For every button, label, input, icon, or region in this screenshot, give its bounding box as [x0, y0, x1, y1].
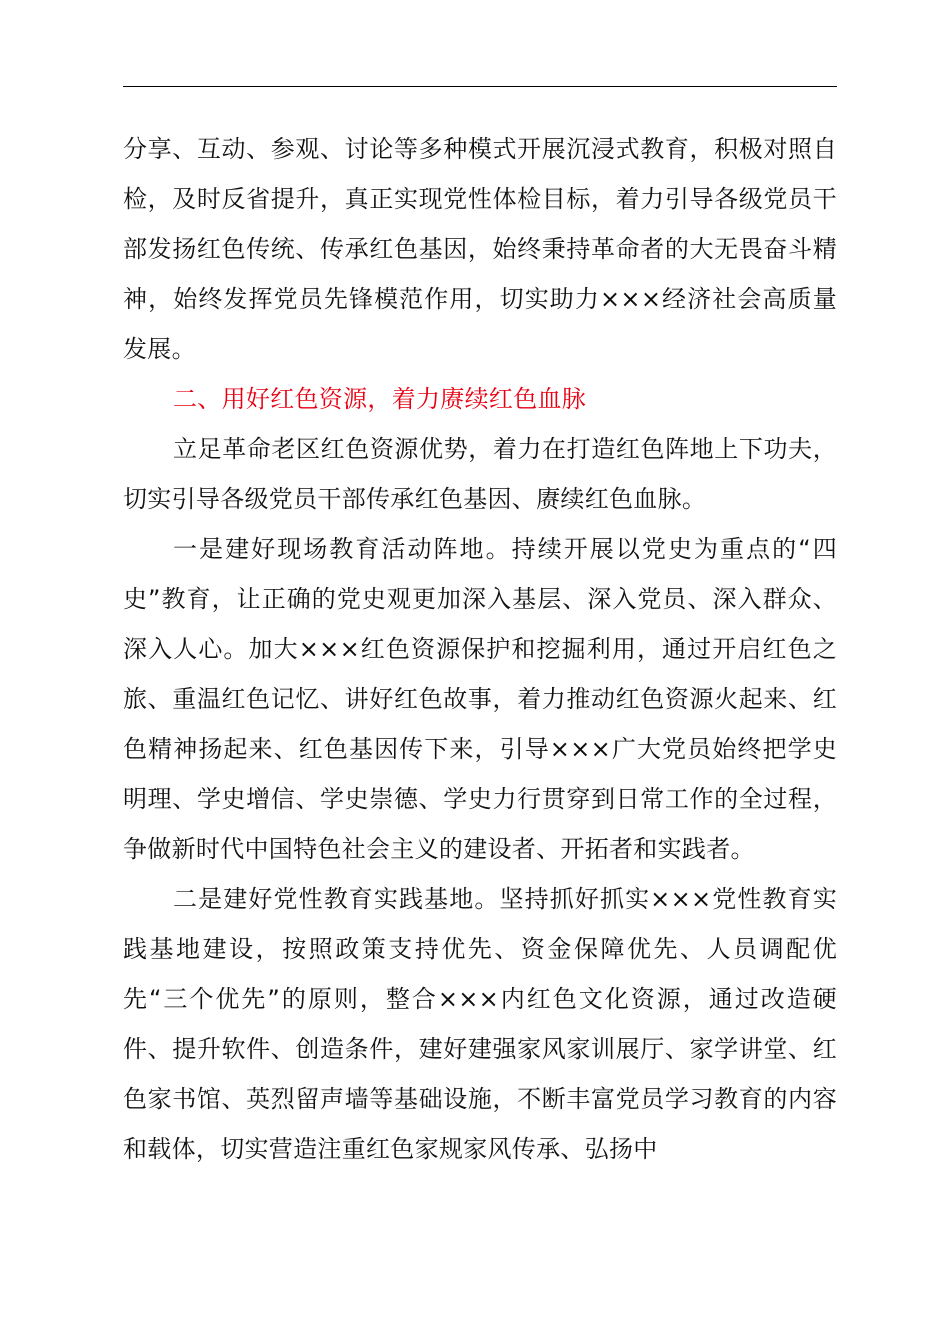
paragraph-2: 立足革命老区红色资源优势，着力在打造红色阵地上下功夫，切实引导各级党员干部传承红色基因、赓续红色血脉。	[123, 435, 837, 513]
paragraph-3: 一是建好现场教育活动阵地。持续开展以党史为重点的“四史”教育，让正确的党史观更加深入基层、深入党员、深入群众、深入人心。加大×××红色资源保护和挖掘利用，通过开启红色之旅、重温红色记忆、讲好红色故事，着力推动红色资源火起来、红色精神扬起来、红色基因传下来，引导×××广大党员始终把学史明理、学史增信、学史崇德、学史力行贯穿到日常工作的全过程，争做新时代中国特色社会主义的建设者、开拓者和实践者。	[123, 535, 837, 863]
header-rule	[123, 86, 837, 87]
document-body	[123, 124, 837, 1174]
section-heading: 二、用好红色资源，着力赓续红色血脉	[173, 385, 587, 413]
paragraph-1: 分享、互动、参观、讨论等多种模式开展沉浸式教育，积极对照自检，及时反省提升，真正实现党性体检目标，着力引导各级党员干部发扬红色传统、传承红色基因，始终秉持革命者的大无畏奋斗精神，始终发挥党员先锋模范作用，切实助力×××经济社会高质量发展。	[123, 135, 837, 363]
paragraph-4: 二是建好党性教育实践基地。坚持抓好抓实×××党性教育实践基地建设，按照政策支持优先、资金保障优先、人员调配优先“三个优先”的原则，整合×××内红色文化资源，通过改造硬件、提升软件、创造条件，建好建强家风家训展厅、家学讲堂、红色家书馆、英烈留声墙等基础设施，不断丰富党员学习教育的内容和载体，切实营造注重红色家规家风传承、弘扬中	[123, 885, 837, 1163]
